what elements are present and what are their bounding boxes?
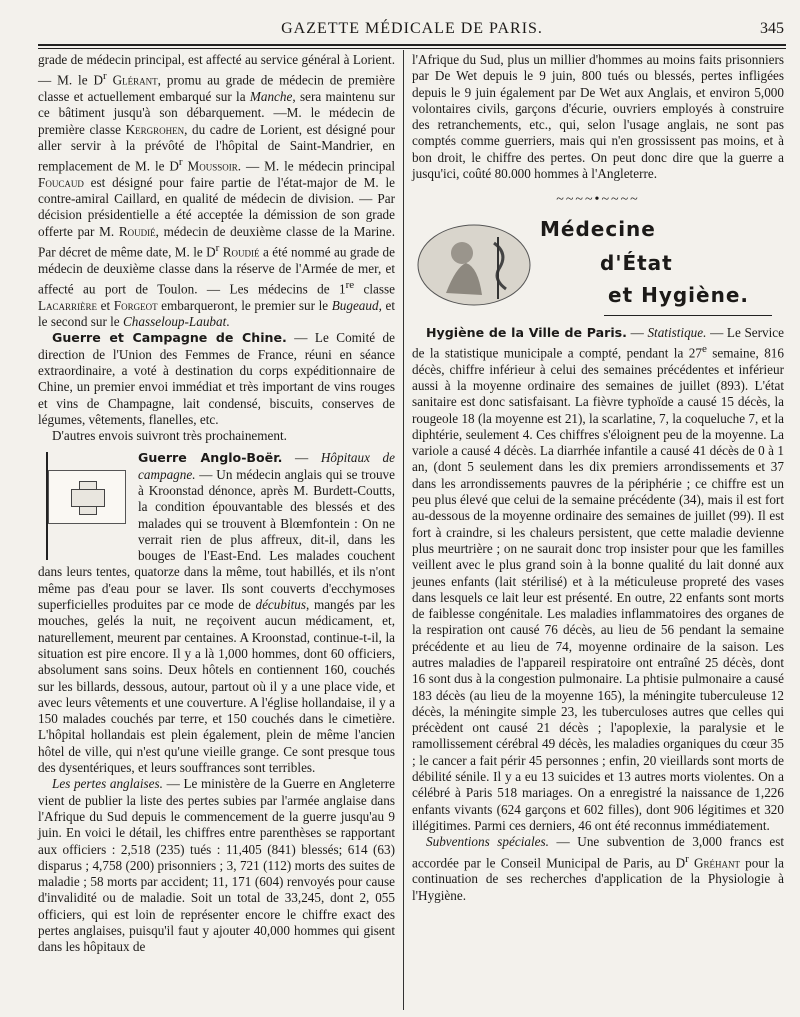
paragraph-text: et bbox=[97, 297, 114, 313]
ship-name: Manche bbox=[249, 88, 293, 104]
paragraph-text: semaine, 816 décès, chiffre inférieur à celui des semaines précédentes et inférieur aussi à la moyenne ordinaire des semaines de juillet (893). L'état sanitaire est donc satisfaisant. La fièvre typhoïde a causé 15 décès, la rougeole 18 (la moyenne est 21), la scarlatine, 7, la coqueluche 7, et la diphtérie, seulement 4. Ces chiffres s'éloignent peu de la moyenne. La variole a causé 4 décès. La diarrhée infantile a causé 41 décès de 0 à 1 an, (dont 5 seulement dans les dix premiers arrondissements et 37 dans les arrondissements pauvres de la périphérie ; ce chiffre est un peu plus élevé que celui de la semaine précédente (34), mais il est fort au-dessous de la moyenne ordinaire des semaines de juillet (99). Il est fort à craindre, si les chaleurs persistent, que cette maladie devienne plus meurtrière ; on ne saurait donc trop insister pour que les familles veillent avec le plus grand soin à la bonne qualité du lait donné aux jeunes enfants (lait stérilisé) et à la méticuleuse propreté des vases dans lesquels ce lait leur est présenté. En outre, 22 enfants sont morts de faiblesse congénitale. Les maladies inflammatoires des organes de la respiration ont causé 76 décès, au lieu de 56 pendant la semaine précédente et au lieu de 74, moyenne ordinaire de la saison. Les autres maladies de l'appareil respiratoire ont entraîné 25 décès, dont 16 sont dus à la congestion pulmonaire. La phtisie pulmonaire a causé 183 décès (au lieu de la moyenne 165), la méningite tuberculeuse 12 décès, la méningite simple 23, les tuberculoses autres que celles qui précèdent ont causé 21 décès ; l'apoplexie, la paralysie et le ramollissement cérébral 49 décès, les maladies organiques du cœur 35 ; le cancer a fait périr 45 personnes ; enfin, 20 vieillards sont morts de débilité sénile. Il y a eu 13 suicides et 13 autres morts violentes. On a célébré à Paris 518 mariages. On a enregistré la naissance de 1,226 enfants vivants (624 garçons et 602 filles), dont 906 légitimes et 320 illégitimes. Parmi ces derniers, 46 ont été reconnus immédiatement. bbox=[412, 345, 784, 833]
paragraph-text: est désigné pour faire partie de l'état-major de M. le contre-amiral Caillard, en qualité de médecin de division. — Par décision présidentielle a été acceptée la démission de son grade offerte par M. bbox=[38, 174, 395, 239]
paragraph-text: classe bbox=[354, 281, 395, 297]
paragraph-italic: décubitus bbox=[255, 597, 307, 613]
ornament-divider: ~~~~•~~~~ bbox=[556, 192, 640, 208]
person-name: Lacarrière bbox=[38, 297, 98, 313]
person-name: Gréhant bbox=[693, 854, 740, 870]
paragraph-text: . — M. le médecin principal bbox=[237, 158, 395, 174]
superscript: e bbox=[701, 342, 707, 355]
heading-subventions: Subventions spéciales. bbox=[426, 834, 549, 850]
paragraph-text: — Une subvention de 3,000 francs est accordée par le Conseil Municipal de Paris, au D bbox=[412, 834, 784, 870]
paragraph-text: , promu au grade de médecin de première classe et actuellement embarqué sur la bbox=[38, 72, 395, 104]
superscript: r bbox=[103, 70, 107, 83]
subheading-field-hospitals: Hôpitaux de campagne. bbox=[138, 450, 396, 482]
journal-title: GAZETTE MÉDICALE DE PARIS. bbox=[281, 20, 543, 37]
person-name: Moussoir bbox=[187, 158, 238, 174]
paragraph-text: — Le ministère de la Guerre en Angleterre vient de publier la liste des pertes subies par l'armée anglaise dans l'Afrique du Sud depuis le commencement de la guerre jusqu'au 9 juin. En voici le détail, les chiffres entre parenthèses se rapportant aux officiers : 2,518 (235) tués : 11,405 (841) blessés; 614 (63) disparus ; 4,758 (200) prisonniers ; 3, 721 (112) morts des suites de maladie ; 58 morts par accident; 11, 171 (604) renvoyés pour cause d'invalidité ou de maladie. Soit un total de 33,245, dont 2, 055 officiers, qui est loin de représenter encore le chiffre exact des pertes anglaises, puisqu'il faut y ajouter 40,000 hommes qui gisent dans les hôpitaux de bbox=[38, 776, 395, 955]
section-underline bbox=[604, 315, 772, 316]
paragraph-china bbox=[38, 330, 395, 428]
paragraph-more-shipments: D'autres envois suivront très prochainement. bbox=[52, 428, 287, 444]
person-name: Glérant bbox=[112, 72, 158, 88]
paragraph-losses bbox=[38, 776, 395, 955]
paragraph-navy-appointments bbox=[38, 52, 395, 330]
heading-china: Guerre et Campagne de Chine. bbox=[52, 330, 287, 346]
section-title-etat: d'État bbox=[600, 250, 673, 275]
section-title-medecine: Médecine bbox=[540, 216, 656, 241]
heading-paris-hygiene: Hygiène de la Ville de Paris. bbox=[426, 324, 627, 340]
paragraph-losses-cont: l'Afrique du Sud, plus un millier d'hommes au moins faits prisonniers par De Wet depuis le 9 juin, 800 tués ou blessés, pertes infligées depuis le 9 juin également par De Wet aux Anglais, et environ 5,000 volontaires civils, garçons d'écurie, ouvriers employés à construire des retranchements, etc., qui, selon l'usage anglais, ne sont pas comptés comme guerriers, mais qui n'en grossissent pas moins, et à bon droit, le chiffre des pertes. On peut donc dire que la guerre a jusqu'ici, coûté 80.000 hommes à l'Angleterre. bbox=[412, 52, 784, 182]
paragraph-text: , et le second sur le bbox=[38, 297, 395, 330]
paragraph-text: a été nommé au grade de médecin de deuxième classe dans la réserve de l'Armée de mer, et affecté au port de Toulon. — Les médecins de 1 bbox=[38, 244, 395, 297]
person-name: Roudié bbox=[118, 223, 156, 239]
paragraph-boer: Guerre Anglo-Boër. — Hôpitaux de campagne. — Un médecin anglais qui se trouve à Kroonstad dénonce, après M. Burdett-Coutts, la condition épouvantable des blessés et des malades qui se trouvent à Blœmfontein : On ne verrait rien de plus affreux, dit-il, dans les bouges de l'East-End. Les malades couchent dans leurs tentes, quatorze dans la même, tout habillés, et ils n'ont même pas d'eau pour se laver. Ils sont couverts d'ecchymoses superficielles produites par ce mode de décubitus, mangés par les mouches, gelés la nuit, ne reçoivent aucun médicament, et, naturellement, meurent par centaines. A Kroonstad, continue-t-il, la situation est pire encore. Il y a là 1,000 hommes, dont 60 officiers, absolument sans soins. Deux hôtels en contiennent 160, couchés sur les billards, dessous, autour, partout où il y a une place vide, et avec leurs vêtements et une couverture. A l'église hollandaise, il y a 150 malades couchés par terre, et 150 couchés dans le cimetière. L'hôpital hollandais est plein également, plein de même l'ancien hôtel de ville, qui n'est qu'une vieille grange. Ce sont presque tous des dysentériques, et leurs souffrances sont terribles. bbox=[38, 450, 396, 776]
superscript: re bbox=[345, 279, 355, 292]
page-header bbox=[38, 18, 786, 44]
paragraph-text: , médecin de deuxième classe de la Marine. Par décret de même date, M. le D bbox=[38, 223, 395, 260]
right-column bbox=[412, 52, 784, 904]
paragraph-text: — Le Comité de direction de l'Union des Femmes de France, réuni en séance extraordinaire, a voté à destination du corps expéditionnaire de Chine, un premier envoi immédiat et très important de vins rouges et vins de Champagne, lait condensé, biscuits, conserves de légumes, vêtements, flanelles, etc. bbox=[38, 330, 395, 427]
left-column bbox=[38, 52, 395, 956]
paragraph-text: , sera maintenu sur ce bâtiment jusqu'à son débarquement. —M. le médecin de première classe bbox=[38, 88, 396, 137]
heading-boer: Guerre Anglo-Boër. bbox=[138, 450, 283, 466]
paragraph-text: grade de médecin principal, est affecté au service général à Lorient. — M. le D bbox=[38, 52, 395, 88]
paragraph-text: , mangés par les mouches, gelés la nuit, ne reçoivent aucun médicament, et, naturellement, meurent par centaines. A Kroonstad, continue-t-il, la situation est pire encore. Il y a là 1,000 hommes, dont 60 officiers, absolument sans soins. Deux hôtels en contiennent 160, couchés sur les billards, dessous, autour, partout où il y a une place vide, et avec leurs vêtements et une couverture. A l'église hollandaise, il y a 150 malades couchés par terre, et 150 couchés dans le cimetière. L'hôpital hollandais est plein également, plein de même l'ancien hôtel de ville, qui n'est qu'une vieille grange. Ce sont presque tous des dysentériques, et leurs souffrances sont terribles. bbox=[38, 597, 395, 776]
paragraph-text: — Le Service de la statistique municipale a compté, pendant la 27 bbox=[412, 324, 785, 361]
paragraph-text: — Un médecin anglais qui se trouve à Kroonstad dénonce, après M. Burdett-Coutts, la condition épouvantable des blessés et des malades qui se trouvent à Blœmfontein : On ne verrait rien de plus affreux, dit-il, dans les bouges de l'East-End. Les malades couchent dans leurs tentes, quatorze dans la même, tout habillés, et ils n'ont même pas d'eau pour se laver. Ils sont couverts d'ecchymoses superficielles produites par ce mode de bbox=[38, 466, 395, 613]
paragraph-paris-hygiene: Hygiène de la Ville de Paris. — Statistique. — Le Service de la statistique municipale a compté, pendant la 27e semaine, 816 décès, chiffre inférieur à celui des semaines précédentes et inférieur aussi à la moyenne ordinaire des semaines de juillet (893). L'état sanitaire est donc satisfaisant. La fièvre typhoïde a causé 15 décès, la rougeole 18 (la moyenne est 21), la scarlatine, 7, la coqueluche 7, et la diphtérie, seulement 4. Ces chiffres s'éloignent peu de la moyenne. La variole a causé 4 décès. La diarrhée infantile a causé 41 décès de 0 à 1 an, (dont 5 seulement dans les dix premiers arrondissements et 37 dans les arrondissements pauvres de la périphérie ; ce chiffre est un peu plus élevé que celui de la semaine précédente (34), mais il est fort au-dessous de la moyenne ordinaire des semaines de juillet (99). Il est fort à craindre, si les chaleurs persistent, que cette maladie devienne plus meurtrière ; on ne saurait donc trop insister pour que les familles veillent avec le plus grand soin à la bonne qualité du lait donné aux jeunes enfants (lait stérilisé) et à la méticuleuse propreté des vases dans lesquels ce lait leur est présenté. En outre, 22 enfants sont morts de faiblesse congénitale. Les maladies inflammatoires des organes de la respiration ont causé 76 décès, au lieu de 56 pendant la semaine précédente et au lieu de 74, moyenne ordinaire de la saison. Les autres maladies de l'appareil respiratoire ont entraîné 25 décès, dont 16 sont dus à la congestion pulmonaire. La phtisie pulmonaire a causé 183 décès (au lieu de la moyenne 165), la méningite tuberculeuse 12 décès, la méningite simple 23, les tuberculoses autres que celles qui précèdent ont causé 21 décès ; l'apoplexie, la paralysie et le ramollissement cérébral 49 décès, les maladies organiques du cœur 35 ; le cancer a fait périr 45 personnes ; enfin, 20 vieillards sont morts de débilité sénile. Il y a eu 13 suicides et 13 autres morts violentes. On a célébré à Paris 518 mariages. On a enregistré la naissance de 1,226 enfants vivants (624 garçons et 602 filles), dont 906 légitimes et 320 illégitimes. Parmi ces derniers, 46 ont été reconnus immédiatement. bbox=[412, 324, 785, 833]
superscript: r bbox=[685, 852, 689, 865]
paragraph-text: embarqueront, le premier sur le bbox=[157, 297, 332, 313]
paragraph-text: pour la continuation de ses recherches d'application de la Physiologie à l'Hygiène. bbox=[412, 854, 785, 903]
ship-name: Chasseloup-Laubat bbox=[122, 314, 227, 330]
ship-name: Bugeaud bbox=[331, 297, 379, 313]
header-rule bbox=[38, 44, 786, 46]
header-rule-thin bbox=[38, 48, 786, 49]
superscript: r bbox=[178, 156, 183, 169]
paragraph-text: , du cadre de Lorient, est désigné pour aller servir à la prévôté de l'hôpital de Saint-Mandrier, en remplacement de M. le D bbox=[38, 121, 395, 174]
boer-section bbox=[38, 450, 395, 776]
red-cross-flag-icon bbox=[38, 452, 130, 560]
aesculapius-vignette-icon bbox=[416, 223, 534, 307]
person-name: Roudié bbox=[222, 244, 260, 260]
page-number: 345 bbox=[760, 20, 784, 37]
subheading-statistics: Statistique. bbox=[647, 324, 707, 340]
paragraph-subventions bbox=[412, 834, 784, 904]
superscript: r bbox=[215, 242, 220, 255]
section-header bbox=[412, 215, 784, 311]
person-name: Kergrohen bbox=[125, 121, 185, 137]
heading-losses: Les pertes anglaises. bbox=[52, 776, 163, 792]
person-name: Foucaud bbox=[38, 174, 84, 190]
column-divider bbox=[403, 50, 404, 1010]
paragraph-text: . bbox=[226, 314, 230, 330]
person-name: Forgeot bbox=[113, 297, 158, 313]
section-title-hygiene: et Hygiène. bbox=[608, 282, 749, 307]
